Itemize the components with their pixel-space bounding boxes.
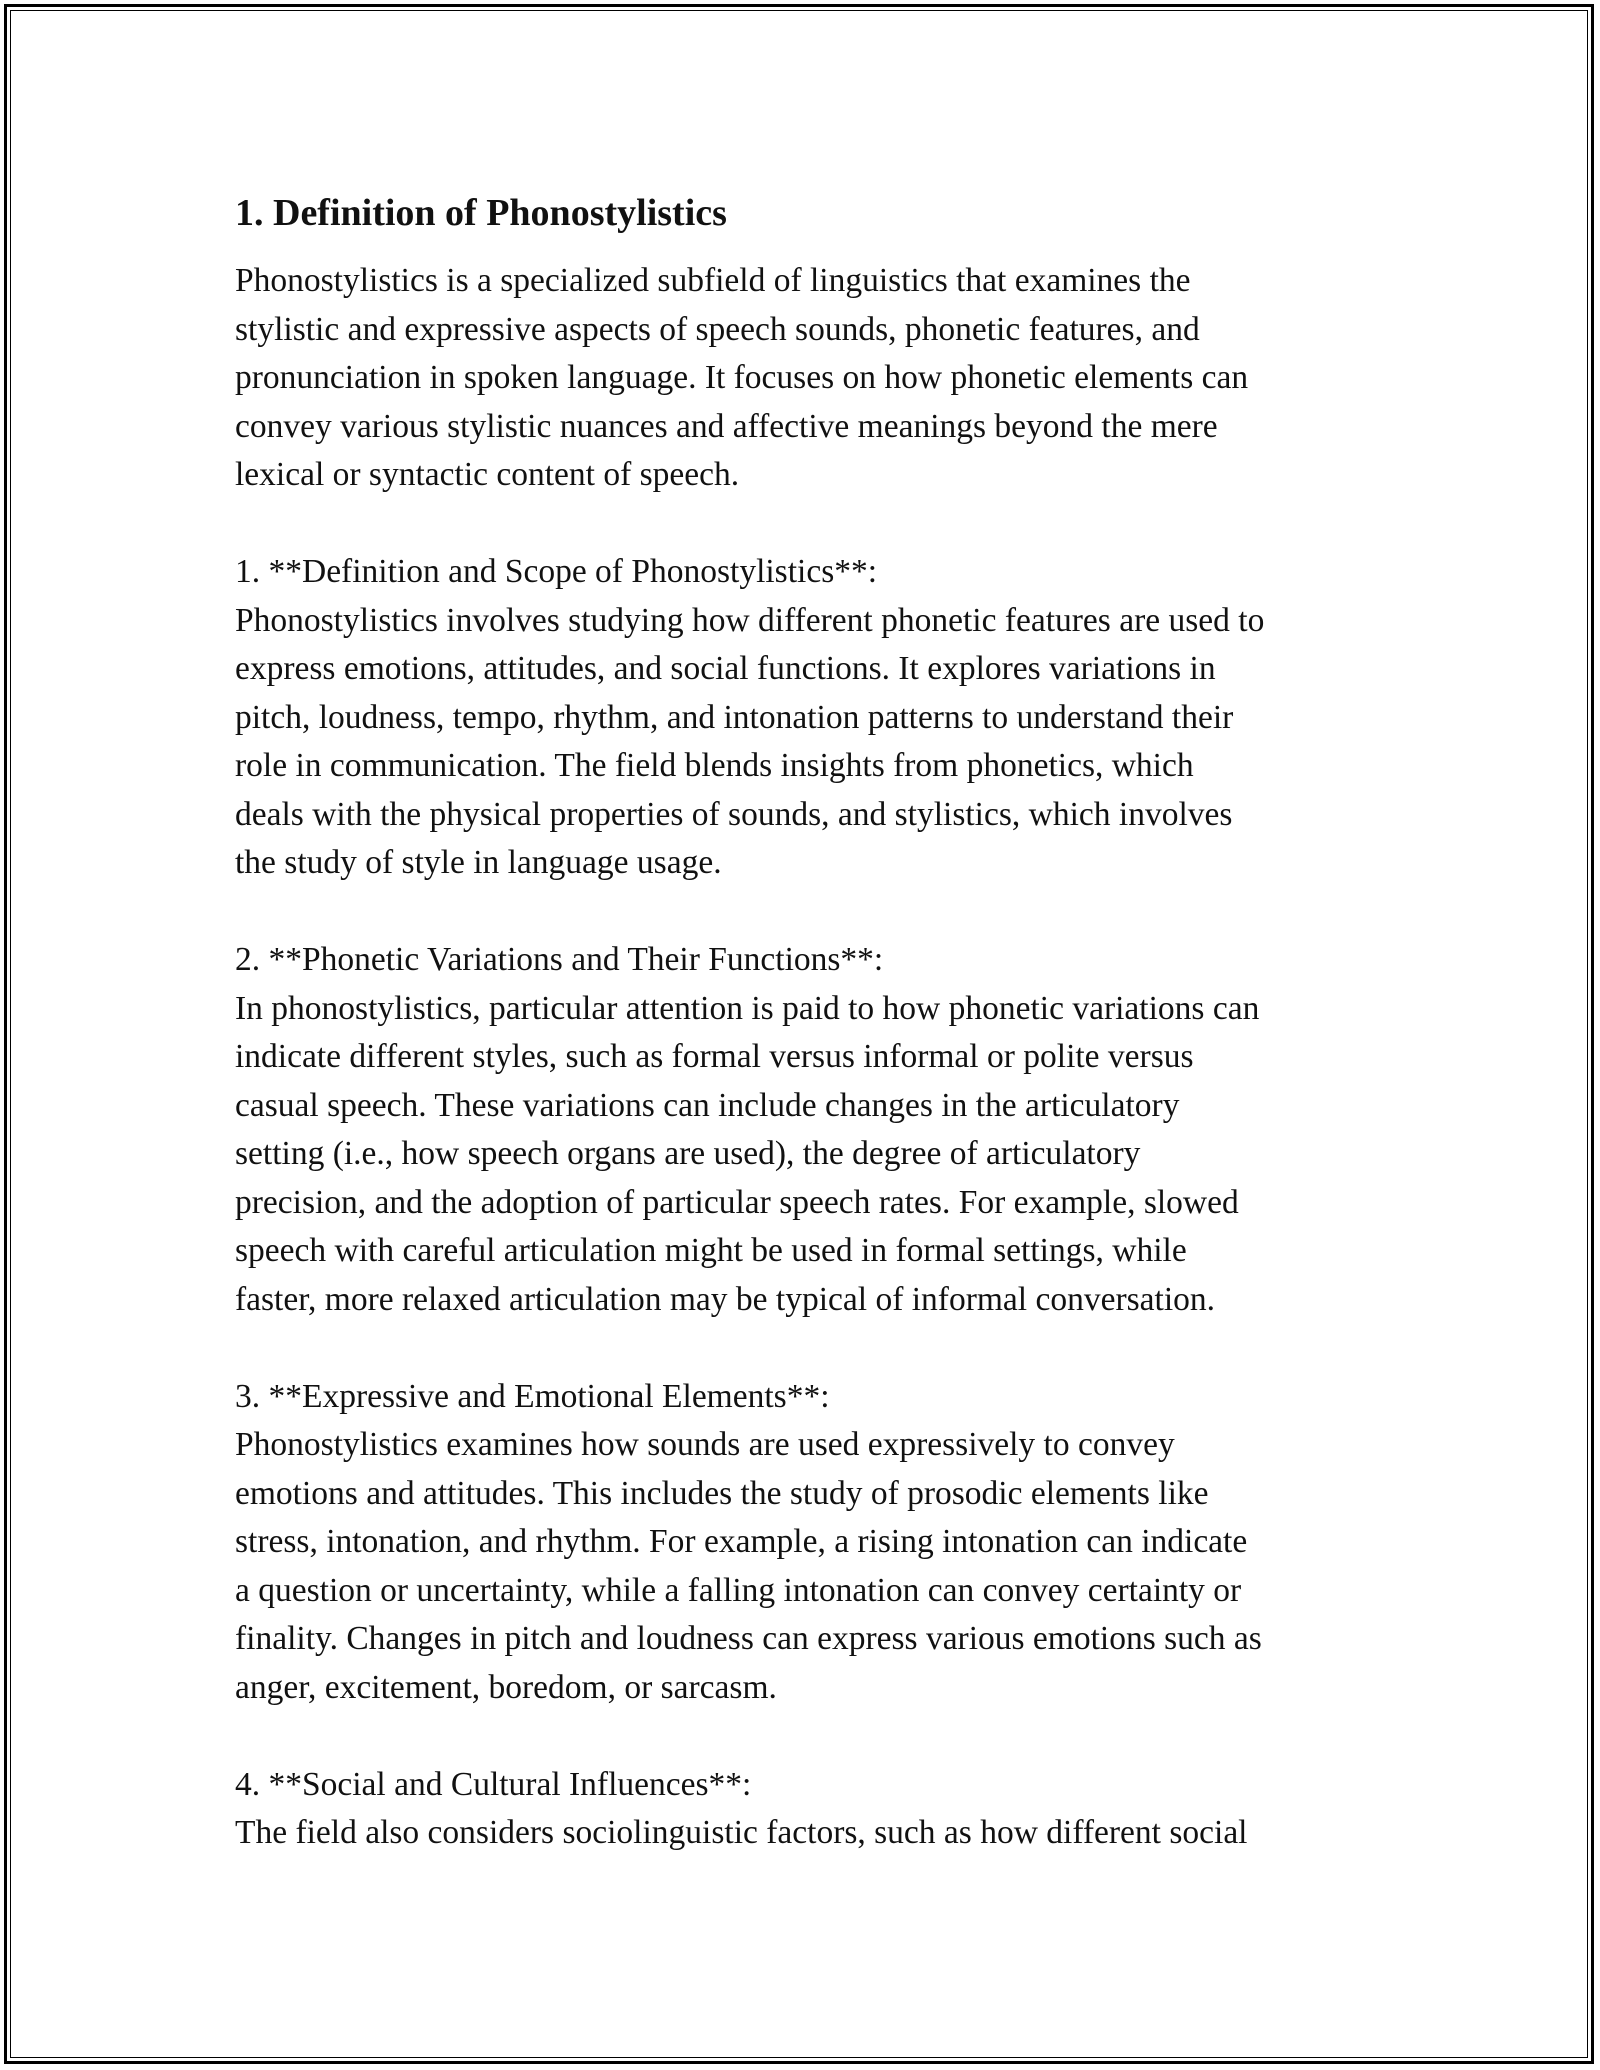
section-1 (235, 548, 1395, 888)
section-title: 3. **Expressive and Emotional Elements**: (235, 1377, 830, 1415)
section-3 (235, 1373, 1395, 1713)
spacer (235, 500, 1395, 549)
section-body: In phonostylistics, particular attention is paid to how phonetic variations can indicate different styles, such as formal versus informal or polite versus casual speech. These variations can include changes in the articulatory setting (i.e., how speech organs are used), the degree of articulatory precision, and the adoption of particular speech rates. For example, slowed speech with careful articulation might be used in formal settings, while faster, more relaxed articulation may be typical of informal conversation. (235, 989, 1260, 1318)
section-title: 2. **Phonetic Variations and Their Functions**: (235, 941, 884, 978)
section-body: Phonostylistics examines how sounds are used expressively to convey emotions and attitudes. This includes the study of prosodic elements like stress, intonation, and rhythm. For example, a rising intonation can indicate a question or uncertainty, while a falling intonation can convey certainty or finality. Changes in pitch and loudness can express various emotions such as anger, excitement, boredom, or sarcasm. (235, 1426, 1262, 1706)
page-title: 1. Definition of Phonostylistics (235, 192, 727, 234)
section-body: Phonostylistics involves studying how different phonetic features are used to express emotions, attitudes, and social functions. It explores variations in pitch, loudness, tempo, rhythm, and intonation patterns to understand their role in communication. The field blends insights from phonetics, which deals with the physical properties of sounds, and stylistics, which involves the study of style in language usage. (235, 601, 1265, 881)
spacer (235, 1712, 1395, 1761)
spacer (235, 888, 1395, 937)
section-2 (235, 936, 1395, 1324)
document-body (235, 183, 1395, 1858)
intro-paragraph: Phonostylistics is a specialized subfield of linguistics that examines the stylistic and expressive aspects of speech sounds, phonetic features, and pronunciation in spoken language. It focuses on how phonetic elements can convey various stylistic nuances and affective meanings beyond the mere lexical or syntactic content of speech. (235, 262, 1249, 493)
section-4 (235, 1761, 1395, 1858)
section-title: 4. **Social and Cultural Influences**: (235, 1765, 752, 1803)
spacer (235, 1324, 1395, 1373)
section-body: The field also considers sociolinguistic factors, such as how different social (235, 1814, 1248, 1851)
section-title: 1. **Definition and Scope of Phonostylistics**: (235, 553, 878, 590)
